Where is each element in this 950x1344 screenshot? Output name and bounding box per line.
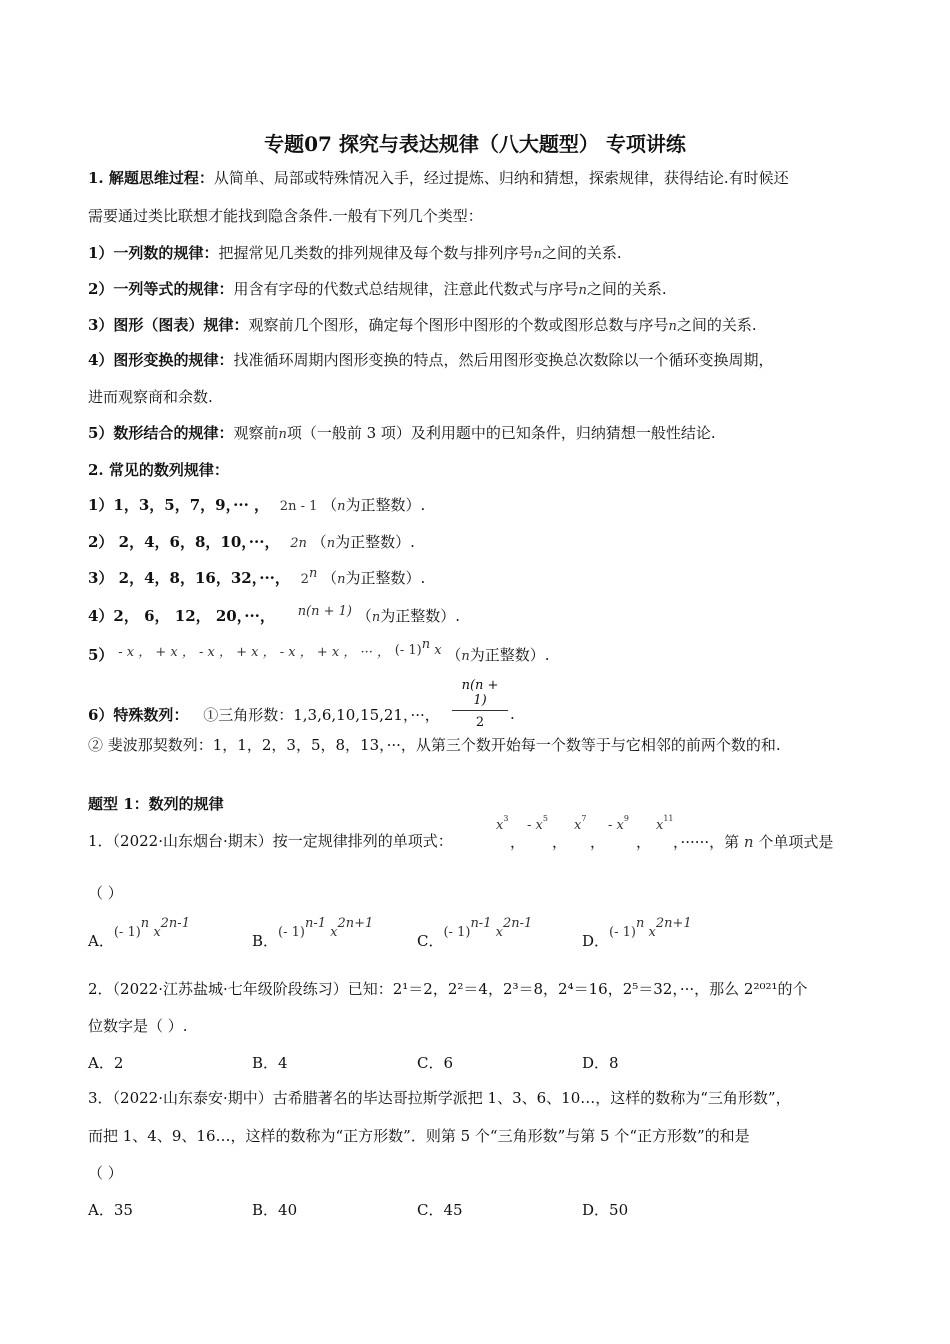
type-2 — [88, 279, 667, 301]
sequence-1-formula: 2n - 1 — [279, 499, 318, 514]
q2-option-c[interactable]: C．6 — [417, 1054, 454, 1072]
sequence-6-text: ①三角形数：1,3,6,10,15,21，···， — [203, 706, 440, 724]
q3-option-b[interactable]: B．40 — [252, 1201, 298, 1219]
intro-label: 1. 解题思维过程： — [88, 169, 214, 187]
type-1 — [88, 243, 622, 265]
sequence-5-formula: (- 1)$^n$ x — [394, 637, 442, 658]
triangle-number-fraction — [452, 678, 508, 730]
type-2-label: 2）一列等式的规律： — [88, 280, 234, 298]
question-1-text: 1．（2022·山东烟台·期末）按一定规律排列的单项式： — [88, 832, 453, 850]
q1-comma: ， — [510, 833, 526, 851]
type-3 — [88, 315, 757, 337]
question-1-tail: ，······，第 n 个单项式是 — [673, 833, 834, 851]
q1-term-5: $x^{11}$ — [656, 814, 674, 833]
common-heading: 2. 常见的数列规律： — [88, 461, 229, 479]
question-3-cont: 而把 1、4、9、16…，这样的数称为“正方形数”．则第 5 个“三角形数”与第 5 个“正方形数”的和是 — [88, 1127, 750, 1145]
q1-term-2: - $x^5$ — [527, 814, 548, 833]
var-n: n — [371, 610, 381, 625]
sequence-3-text: 3） 2，4，8，16，32，···， — [88, 569, 290, 587]
question-1 — [88, 831, 453, 851]
sequence-7: ② 斐波那契数列：1，1，2，3，5，8，13，···，从第三个数开始每一个数等于与它相邻的前两个数的和. — [88, 736, 781, 754]
var-n: n — [533, 247, 542, 262]
fraction-numerator: n(n + 1) — [452, 678, 508, 711]
page-title: 专题07 探究与表达规律（八大题型） 专项讲练 — [264, 132, 686, 156]
q1-term-4: - $x^9$ — [608, 814, 629, 833]
section-heading: 题型 1：数列的规律 — [88, 795, 224, 813]
type-1-text-a: 把握常见几类数的排列规律及每个数与排列序号 — [218, 244, 534, 262]
var-n: n — [578, 283, 587, 298]
type-4 — [88, 350, 773, 370]
sequence-6-end: . — [510, 705, 515, 723]
sequence-4-text: 4）2， 6， 12， 20，···， — [88, 607, 275, 625]
type-5-text-a: 观察前 — [233, 424, 279, 442]
q1-option-a[interactable]: A．(- 1)$^n$ $x^{2n-1}$ — [88, 916, 190, 950]
q1-comma: ， — [552, 833, 568, 851]
q1-option-d[interactable]: D．(- 1)$^n$ $x^{2n+1}$ — [582, 916, 692, 950]
var-n: n — [337, 499, 346, 514]
var-n: n — [278, 427, 287, 442]
type-3-text-a: 观察前几个图形，确定每个图形中图形的个数或图形总数与序号 — [248, 316, 669, 334]
type-2-text-b: 之间的关系. — [586, 280, 667, 298]
q1-option-b[interactable]: B．(- 1)$^{n-1}$ $x^{2n+1}$ — [252, 916, 374, 950]
sequence-1-end: 为正整数）. — [345, 496, 426, 514]
question-1-blank: （ ） — [88, 884, 123, 902]
fraction-denominator: 2 — [475, 715, 485, 730]
paren: （ — [322, 569, 338, 587]
q2-option-a[interactable]: A．2 — [88, 1054, 124, 1072]
sequence-2-formula: 2n — [290, 536, 307, 551]
var-n: n — [461, 649, 470, 664]
q3-option-c[interactable]: C．45 — [417, 1201, 463, 1219]
sequence-5-end: 为正整数）. — [469, 646, 550, 664]
sequence-2-text: 2） 2，4，6，8，10，···， — [88, 533, 280, 551]
sequence-2-end: 为正整数）. — [335, 533, 415, 551]
var-n: n — [668, 319, 677, 334]
type-4-label: 4）图形变换的规律： — [88, 351, 234, 369]
type-1-text-b: 之间的关系. — [541, 244, 622, 262]
type-4-cont: 进而观察商和余数. — [88, 388, 213, 406]
type-2-text-a: 用含有字母的代数式总结规律，注意此代数式与序号 — [233, 280, 579, 298]
sequence-2 — [88, 532, 415, 554]
paren: （ — [356, 607, 372, 625]
sequence-3-formula: 2$^n$ — [300, 566, 318, 587]
sequence-1-text: 1）1，3，5，7，9，··· ， — [88, 496, 270, 514]
intro-paragraph-1-cont: 需要通过类比联想才能找到隐含条件.一般有下列几个类型： — [88, 207, 483, 225]
intro-text: 从简单、局部或特殊情况入手，经过提炼、归纳和猜想，探索规律，获得结论.有时候还 — [213, 169, 789, 187]
sequence-4 — [88, 606, 460, 628]
q2-option-b[interactable]: B．4 — [252, 1054, 288, 1072]
q1-option-c[interactable]: C．(- 1)$^{n-1}$ $x^{2n-1}$ — [417, 916, 533, 950]
sequence-5-text: 5） — [88, 646, 114, 664]
sequence-3 — [88, 568, 425, 590]
paren: （ — [322, 496, 338, 514]
question-3-blank: （ ） — [88, 1164, 123, 1182]
q1-comma: ， — [636, 833, 652, 851]
type-1-label: 1）一列数的规律： — [88, 244, 219, 262]
question-3: 3．（2022·山东泰安·期中）古希腊著名的毕达哥拉斯学派把 1、3、6、10…，这样的数称为“三角形数”， — [88, 1089, 791, 1107]
intro-paragraph-1 — [88, 168, 789, 188]
question-2: 2．（2022·江苏盐城·七年级阶段练习）已知：2¹＝2，2²＝4，2³＝8，2⁴＝16，2⁵＝32，···，那么 2²⁰²¹的个 — [88, 980, 808, 998]
sequence-3-end: 为正整数）. — [345, 569, 426, 587]
q3-option-a[interactable]: A．35 — [88, 1201, 133, 1219]
q3-option-d[interactable]: D．50 — [582, 1201, 629, 1219]
type-4-text: 找准循环周期内图形变换的特点，然后用图形变换总次数除以一个循环变换周期， — [233, 351, 774, 369]
type-5 — [88, 423, 716, 445]
type-3-label: 3）图形（图表）规律： — [88, 316, 249, 334]
sequence-4-formula: n(n + 1) — [297, 604, 353, 619]
q1-term-3: $x^7$ — [574, 814, 587, 833]
q1-comma: ， — [590, 833, 606, 851]
type-5-label: 5）数形结合的规律： — [88, 424, 234, 442]
var-n: n — [326, 536, 336, 551]
sequence-6-label: 6）特殊数列： — [88, 706, 189, 724]
sequence-4-end: 为正整数）. — [380, 607, 460, 625]
paren: （ — [311, 533, 327, 551]
sequence-5 — [88, 637, 550, 667]
question-2-cont: 位数字是（ ）. — [88, 1017, 188, 1035]
sequence-6 — [88, 705, 440, 725]
sequence-1 — [88, 495, 425, 517]
type-5-text-b: 项（一般前 3 项）及利用题中的已知条件，归纳猜想一般性结论. — [286, 424, 716, 442]
q2-option-d[interactable]: D．8 — [582, 1054, 619, 1072]
type-3-text-b: 之间的关系. — [676, 316, 757, 334]
paren: （ — [446, 646, 462, 664]
q1-term-1: $x^3$ — [496, 814, 509, 833]
var-n: n — [337, 572, 346, 587]
sequence-5-seq: - x ， + x ， - x ， + x ， - x ， + x ， ··· ， — [118, 645, 390, 660]
